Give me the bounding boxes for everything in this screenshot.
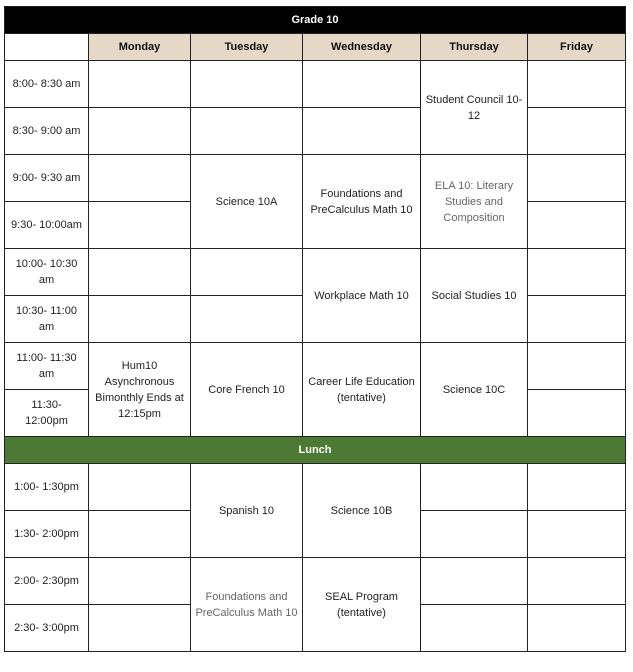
- schedule-container: [4, 6, 626, 652]
- time-slot: 11:00- 11:30 am: [5, 343, 89, 390]
- class-block-science-10b: Science 10B: [303, 464, 421, 558]
- time-slot: 9:00- 9:30 am: [5, 155, 89, 202]
- time-slot: 10:00- 10:30 am: [5, 249, 89, 296]
- empty-cell: [89, 296, 191, 343]
- day-header-row: [5, 34, 626, 61]
- day-header-thursday: Thursday: [421, 34, 528, 61]
- empty-cell: [89, 558, 191, 605]
- class-block-career-life: Career Life Education (tentative): [303, 343, 421, 437]
- table-row: [5, 108, 626, 155]
- empty-cell: [528, 464, 626, 511]
- empty-cell: [89, 61, 191, 108]
- empty-cell: [89, 464, 191, 511]
- class-block-hum10: Hum10 Asynchronous Bimonthly Ends at 12:15pm: [89, 343, 191, 437]
- empty-cell: [89, 511, 191, 558]
- empty-cell: [528, 108, 626, 155]
- empty-cell: [191, 61, 303, 108]
- empty-cell: [528, 605, 626, 652]
- time-slot: 1:00- 1:30pm: [5, 464, 89, 511]
- empty-cell: [528, 558, 626, 605]
- time-slot: 2:30- 3:00pm: [5, 605, 89, 652]
- empty-cell: [89, 202, 191, 249]
- time-slot: 1:30- 2:00pm: [5, 511, 89, 558]
- time-slot: 8:00- 8:30 am: [5, 61, 89, 108]
- empty-cell: [528, 155, 626, 202]
- empty-cell: [191, 249, 303, 296]
- empty-cell: [191, 296, 303, 343]
- class-block-core-french: Core French 10: [191, 343, 303, 437]
- class-block-science-10c: Science 10C: [421, 343, 528, 437]
- table-row: [5, 343, 626, 390]
- class-block-student-council: Student Council 10-12: [421, 61, 528, 155]
- time-slot: 9:30- 10:00am: [5, 202, 89, 249]
- lunch-row: [5, 437, 626, 464]
- empty-cell: [89, 605, 191, 652]
- empty-cell: [89, 155, 191, 202]
- day-header-wednesday: Wednesday: [303, 34, 421, 61]
- empty-cell: [528, 61, 626, 108]
- class-block-foundations-precalc-pm: Foundations and PreCalculus Math 10: [191, 558, 303, 652]
- table-row: [5, 464, 626, 511]
- lunch-label: Lunch: [5, 437, 626, 464]
- class-block-ela-10: ELA 10: Literary Studies and Composition: [421, 155, 528, 249]
- class-block-workplace-math: Workplace Math 10: [303, 249, 421, 343]
- empty-cell: [421, 605, 528, 652]
- corner-cell: [5, 34, 89, 61]
- day-header-friday: Friday: [528, 34, 626, 61]
- grade-title: Grade 10: [5, 7, 626, 34]
- title-row: [5, 7, 626, 34]
- empty-cell: [421, 511, 528, 558]
- class-block-social-studies: Social Studies 10: [421, 249, 528, 343]
- time-slot: 8:30- 9:00 am: [5, 108, 89, 155]
- class-block-spanish: Spanish 10: [191, 464, 303, 558]
- empty-cell: [303, 108, 421, 155]
- table-row: [5, 155, 626, 202]
- empty-cell: [528, 249, 626, 296]
- day-header-monday: Monday: [89, 34, 191, 61]
- empty-cell: [191, 108, 303, 155]
- empty-cell: [421, 558, 528, 605]
- empty-cell: [89, 249, 191, 296]
- class-block-seal-program: SEAL Program (tentative): [303, 558, 421, 652]
- empty-cell: [528, 296, 626, 343]
- day-header-tuesday: Tuesday: [191, 34, 303, 61]
- empty-cell: [303, 61, 421, 108]
- empty-cell: [528, 390, 626, 437]
- table-row: [5, 558, 626, 605]
- time-slot: 11:30- 12:00pm: [5, 390, 89, 437]
- empty-cell: [528, 202, 626, 249]
- time-slot: 10:30- 11:00 am: [5, 296, 89, 343]
- class-block-foundations-precalc: Foundations and PreCalculus Math 10: [303, 155, 421, 249]
- time-slot: 2:00- 2:30pm: [5, 558, 89, 605]
- table-row: [5, 61, 626, 108]
- empty-cell: [89, 108, 191, 155]
- class-block-science-10a: Science 10A: [191, 155, 303, 249]
- empty-cell: [528, 511, 626, 558]
- empty-cell: [421, 464, 528, 511]
- schedule-table: [4, 6, 626, 652]
- empty-cell: [528, 343, 626, 390]
- table-row: [5, 249, 626, 296]
